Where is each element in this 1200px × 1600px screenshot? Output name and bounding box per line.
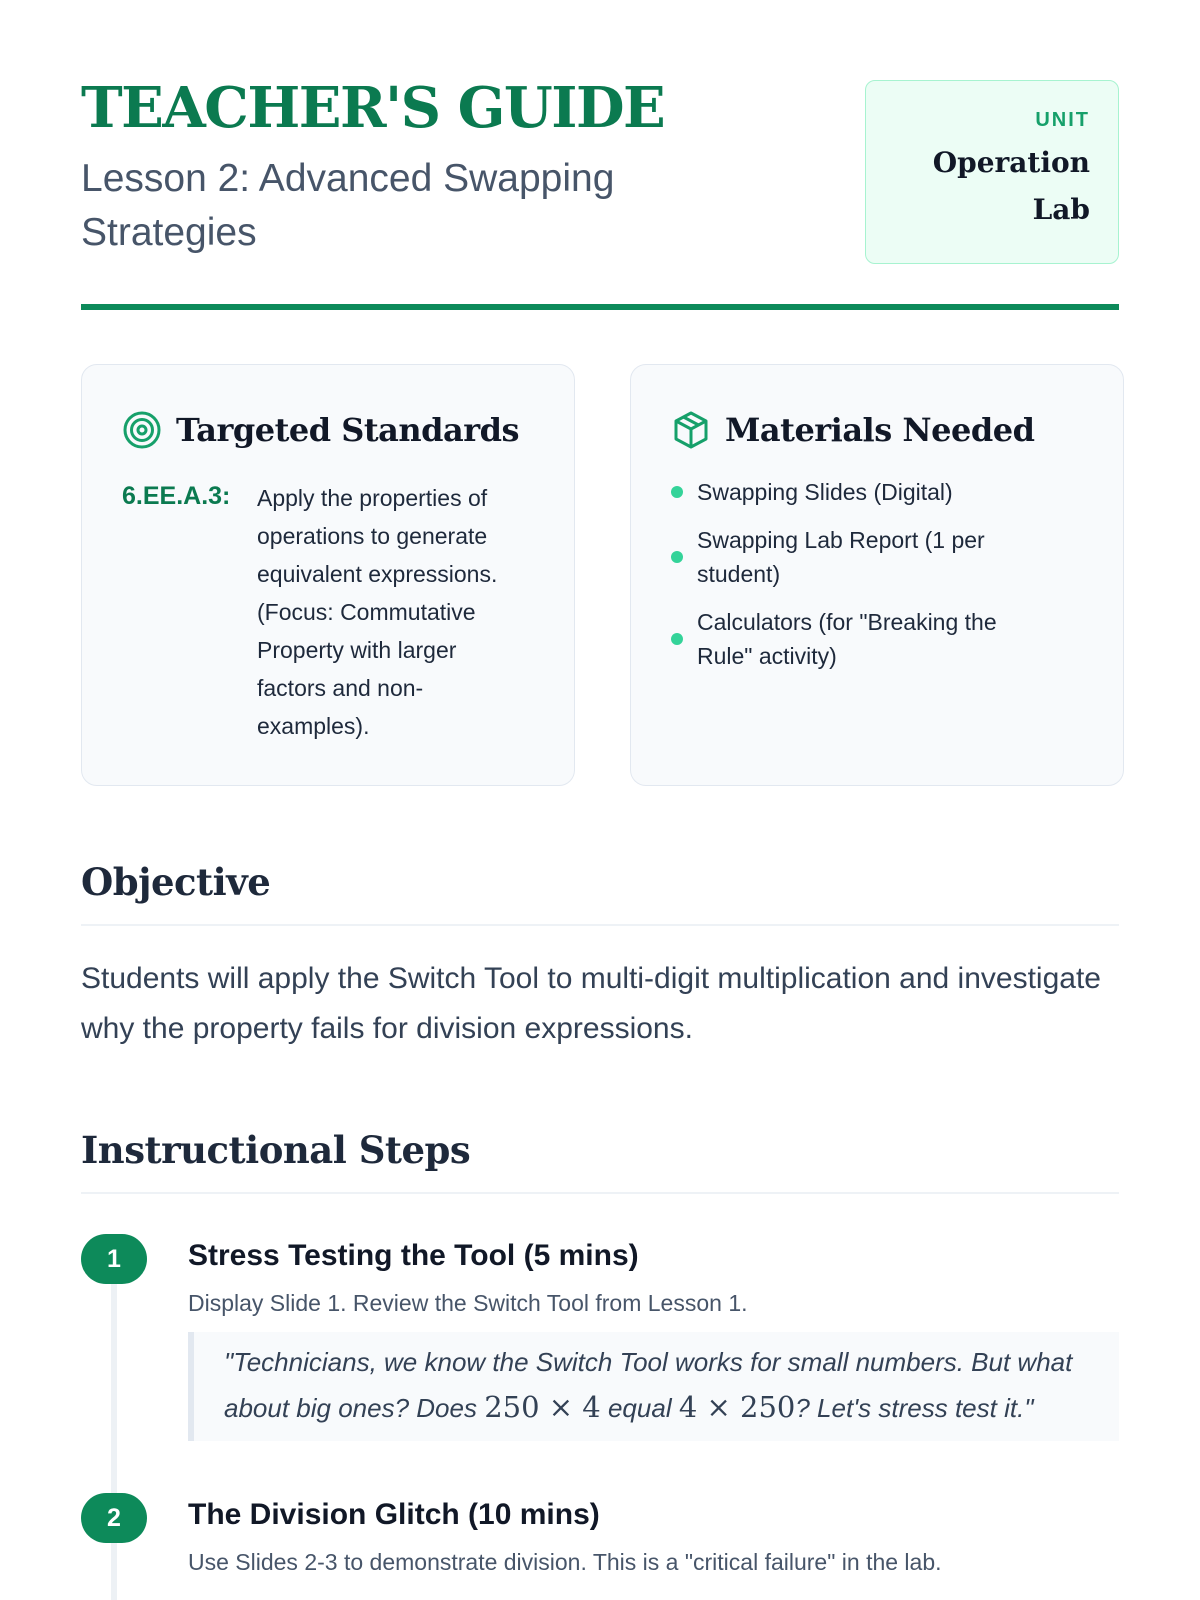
standards-title: Targeted Standards: [176, 411, 519, 449]
step-item: [81, 1234, 1119, 1441]
section-divider: [81, 1192, 1119, 1194]
standards-card-header: [122, 407, 534, 453]
objective-section: [81, 858, 1119, 1054]
list-item: [671, 475, 1083, 509]
timeline-line: [111, 1537, 117, 1600]
step-number-badge: 2: [81, 1493, 147, 1543]
list-item: [671, 605, 1083, 673]
step-description: Use Slides 2-3 to demonstrate division. This is a "critical failure" in the lab.: [188, 1549, 942, 1575]
step-title: Stress Testing the Tool (5 mins): [188, 1239, 639, 1272]
math-expression: 250 × 4: [484, 1390, 601, 1424]
step-title: The Division Glitch (10 mins): [188, 1498, 600, 1531]
steps-list: [81, 1234, 1119, 1577]
objective-heading: Objective: [81, 860, 271, 904]
standard-entry: [122, 479, 534, 745]
step-number-badge: 1: [81, 1234, 147, 1284]
quote-text: ? Let's stress test it.": [795, 1393, 1034, 1423]
bullet-dot-icon: [671, 551, 683, 563]
material-label: Swapping Lab Report (1 per student): [697, 527, 985, 587]
step-description: Display Slide 1. Review the Switch Tool from Lesson 1.: [188, 1290, 748, 1316]
section-divider: [81, 924, 1119, 926]
guide-header: [81, 0, 1119, 310]
bullet-dot-icon: [671, 486, 683, 498]
materials-list: [671, 475, 1083, 673]
instructional-steps-section: [81, 1126, 1119, 1577]
material-label: Calculators (for "Breaking the Rule" activity): [697, 609, 997, 669]
step-item: [81, 1493, 1119, 1577]
quote-text: "Technicians, we know the Switch Tool works for small numbers. But what about big ones? Does: [224, 1347, 1073, 1423]
materials-card-header: [671, 407, 1083, 453]
package-icon: [671, 410, 711, 450]
unit-badge: [865, 80, 1119, 264]
page-title: TEACHER'S GUIDE: [81, 75, 665, 141]
material-label: Swapping Slides (Digital): [697, 479, 953, 505]
standards-card: [81, 364, 575, 786]
standard-code: 6.EE.A.3:: [122, 482, 231, 510]
timeline-line: [111, 1278, 117, 1508]
list-item: [671, 523, 1083, 591]
lesson-subtitle: Lesson 2: Advanced Swapping Strategies: [81, 157, 615, 254]
quote-text: equal: [600, 1393, 679, 1423]
target-icon: [122, 410, 162, 450]
teacher-script-quote: [188, 1332, 1119, 1441]
materials-card: [630, 364, 1124, 786]
bullet-dot-icon: [671, 633, 683, 645]
info-cards: [81, 364, 1119, 786]
math-expression: 4 × 250: [678, 1390, 796, 1424]
unit-name: Operation Lab: [932, 146, 1090, 226]
standard-description: Apply the properties of operations to generate equivalent expressions. (Focus: Commutative Property with larger factors and non-examples).: [257, 485, 498, 739]
objective-text: Students will apply the Switch Tool to multi-digit multiplication and investigate why the property fails for division expressions.: [81, 962, 1101, 1045]
steps-heading: Instructional Steps: [81, 1128, 471, 1172]
unit-label: UNIT: [1035, 109, 1090, 131]
materials-title: Materials Needed: [725, 411, 1035, 449]
